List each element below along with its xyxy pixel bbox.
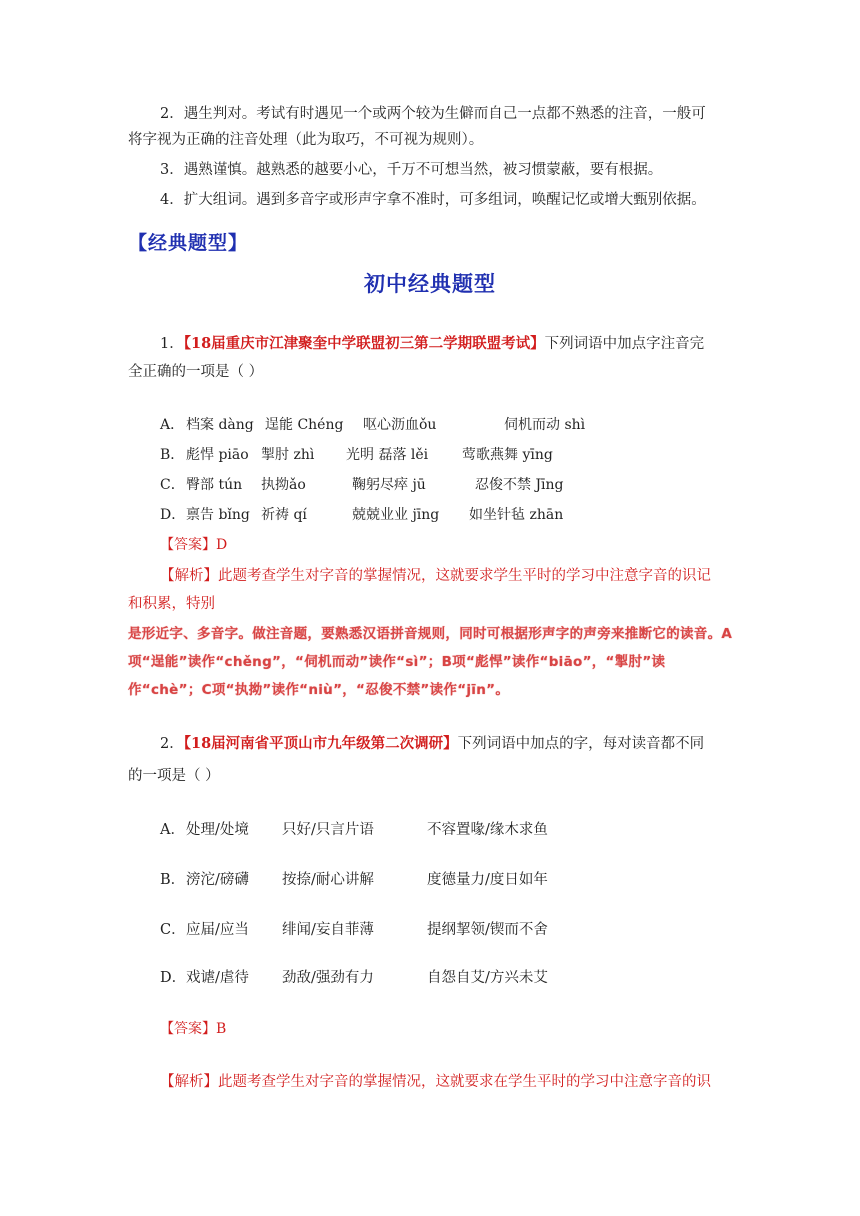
q1-stem — [160, 332, 704, 353]
tip-2-line1: 2．遇生判对。考试有时遇见一个或两个较为生僻而自己一点都不熟悉的注音，一般可 — [160, 106, 706, 122]
option-label: D． — [160, 970, 187, 986]
q1-analysis-a: 【解析】此题考查学生对字音的掌握情况，这就要求学生平时的学习中注意字音的识记 — [160, 568, 711, 584]
option-word: 劲敌/强劲有力 — [282, 970, 374, 986]
option-word: 掣肘 zhì — [261, 447, 315, 463]
q2-analysis-a: 【解析】此题考查学生对字音的掌握情况，这就要求在学生平时的学习中注意字音的识 — [160, 1074, 711, 1090]
option-label: C． — [160, 477, 185, 493]
q1-stem-b: 全正确的一项是（ ） — [128, 364, 264, 380]
option-word: 臀部 tún — [186, 477, 243, 493]
option-word: 光明 磊落 lěi — [346, 447, 429, 463]
option-word: 处理/处境 — [186, 822, 249, 838]
option-label: B． — [160, 872, 186, 888]
option-word: 滂沱/磅礴 — [186, 872, 249, 888]
section-header: 【经典题型】 — [128, 232, 249, 254]
option-word: 兢兢业业 jīng — [352, 507, 440, 523]
option-word: 戏谑/虐待 — [186, 970, 249, 986]
tip-3: 3．遇熟谨慎。越熟悉的越要小心，千万不可想当然，被习惯蒙蔽，要有根据。 — [160, 162, 663, 178]
q1-stem-a: 下列词语中加点字注音完 — [544, 336, 705, 352]
option-word: 自怨自艾/方兴未艾 — [427, 970, 548, 986]
option-word: 只好/只言片语 — [282, 822, 374, 838]
option-word: 应届/应当 — [186, 922, 249, 938]
q2-stem — [160, 732, 704, 753]
q2-num: 2． — [160, 736, 184, 752]
option-word: 鞠躬尽瘁 jū — [352, 477, 426, 493]
q1-analysis-c: 是形近字、多音字。做注音题，要熟悉汉语拼音规则，同时可根据形声字的声旁来推断它的读音。A项“逞能”读作“chěng”，“伺机而动”读作“sì”；B项“彪悍”读作“biāo”，“掣肘”读作“chè”；C项“执拗”读作“niù”，“忍俊不禁”读作“jīn”。 — [128, 626, 733, 698]
option-label: A． — [160, 417, 185, 433]
option-word: 逞能 Chéng — [265, 417, 344, 433]
option-word: 提纲挈领/锲而不舍 — [427, 922, 548, 938]
q1-answer: 【答案】D — [160, 537, 228, 553]
option-word: 按捺/耐心讲解 — [282, 872, 374, 888]
tip-4: 4．扩大组词。遇到多音字或形声字拿不准时，可多组词，唤醒记忆或增大甄别依据。 — [160, 192, 706, 208]
option-word: 绯闻/妄自菲薄 — [282, 922, 374, 938]
q1-num: 1． — [160, 336, 184, 352]
sub-header: 初中经典题型 — [364, 272, 496, 296]
option-word: 禀告 bǐng — [186, 507, 250, 523]
option-label: B． — [160, 447, 185, 463]
option-word: 不容置喙/缘木求鱼 — [427, 822, 548, 838]
option-word: 忍俊不禁 Jīng — [475, 477, 564, 493]
q2-stem-b: 的一项是（ ） — [128, 768, 220, 784]
option-word: 伺机而动 shì — [504, 417, 586, 433]
option-label: D． — [160, 507, 186, 523]
q2-stem-a: 下列词语中加点的字，每对读音都不同 — [457, 736, 705, 752]
option-word: 呕心沥血ǒu — [363, 417, 437, 433]
q1-source: 【18届重庆市江津聚奎中学联盟初三第二学期联盟考试】 — [183, 335, 545, 352]
option-word: 档案 dàng — [186, 417, 254, 433]
option-word: 彪悍 piāo — [186, 447, 249, 463]
q2-answer: 【答案】B — [160, 1021, 227, 1037]
option-word: 执拗ǎo — [261, 477, 306, 493]
option-label: A． — [160, 822, 185, 838]
q1-analysis-b: 和积累，特别 — [128, 596, 215, 612]
option-word: 度德量力/度日如年 — [427, 872, 548, 888]
option-word: 祈祷 qí — [261, 507, 307, 523]
tip-2-line2: 将字视为正确的注音处理（此为取巧，不可视为规则）。 — [128, 132, 484, 148]
q2-source: 【18届河南省平顶山市九年级第二次调研】 — [183, 735, 458, 752]
option-label: C． — [160, 922, 186, 938]
option-word: 如坐针毡 zhān — [469, 507, 564, 523]
option-word: 莺歌燕舞 yīng — [462, 447, 553, 463]
